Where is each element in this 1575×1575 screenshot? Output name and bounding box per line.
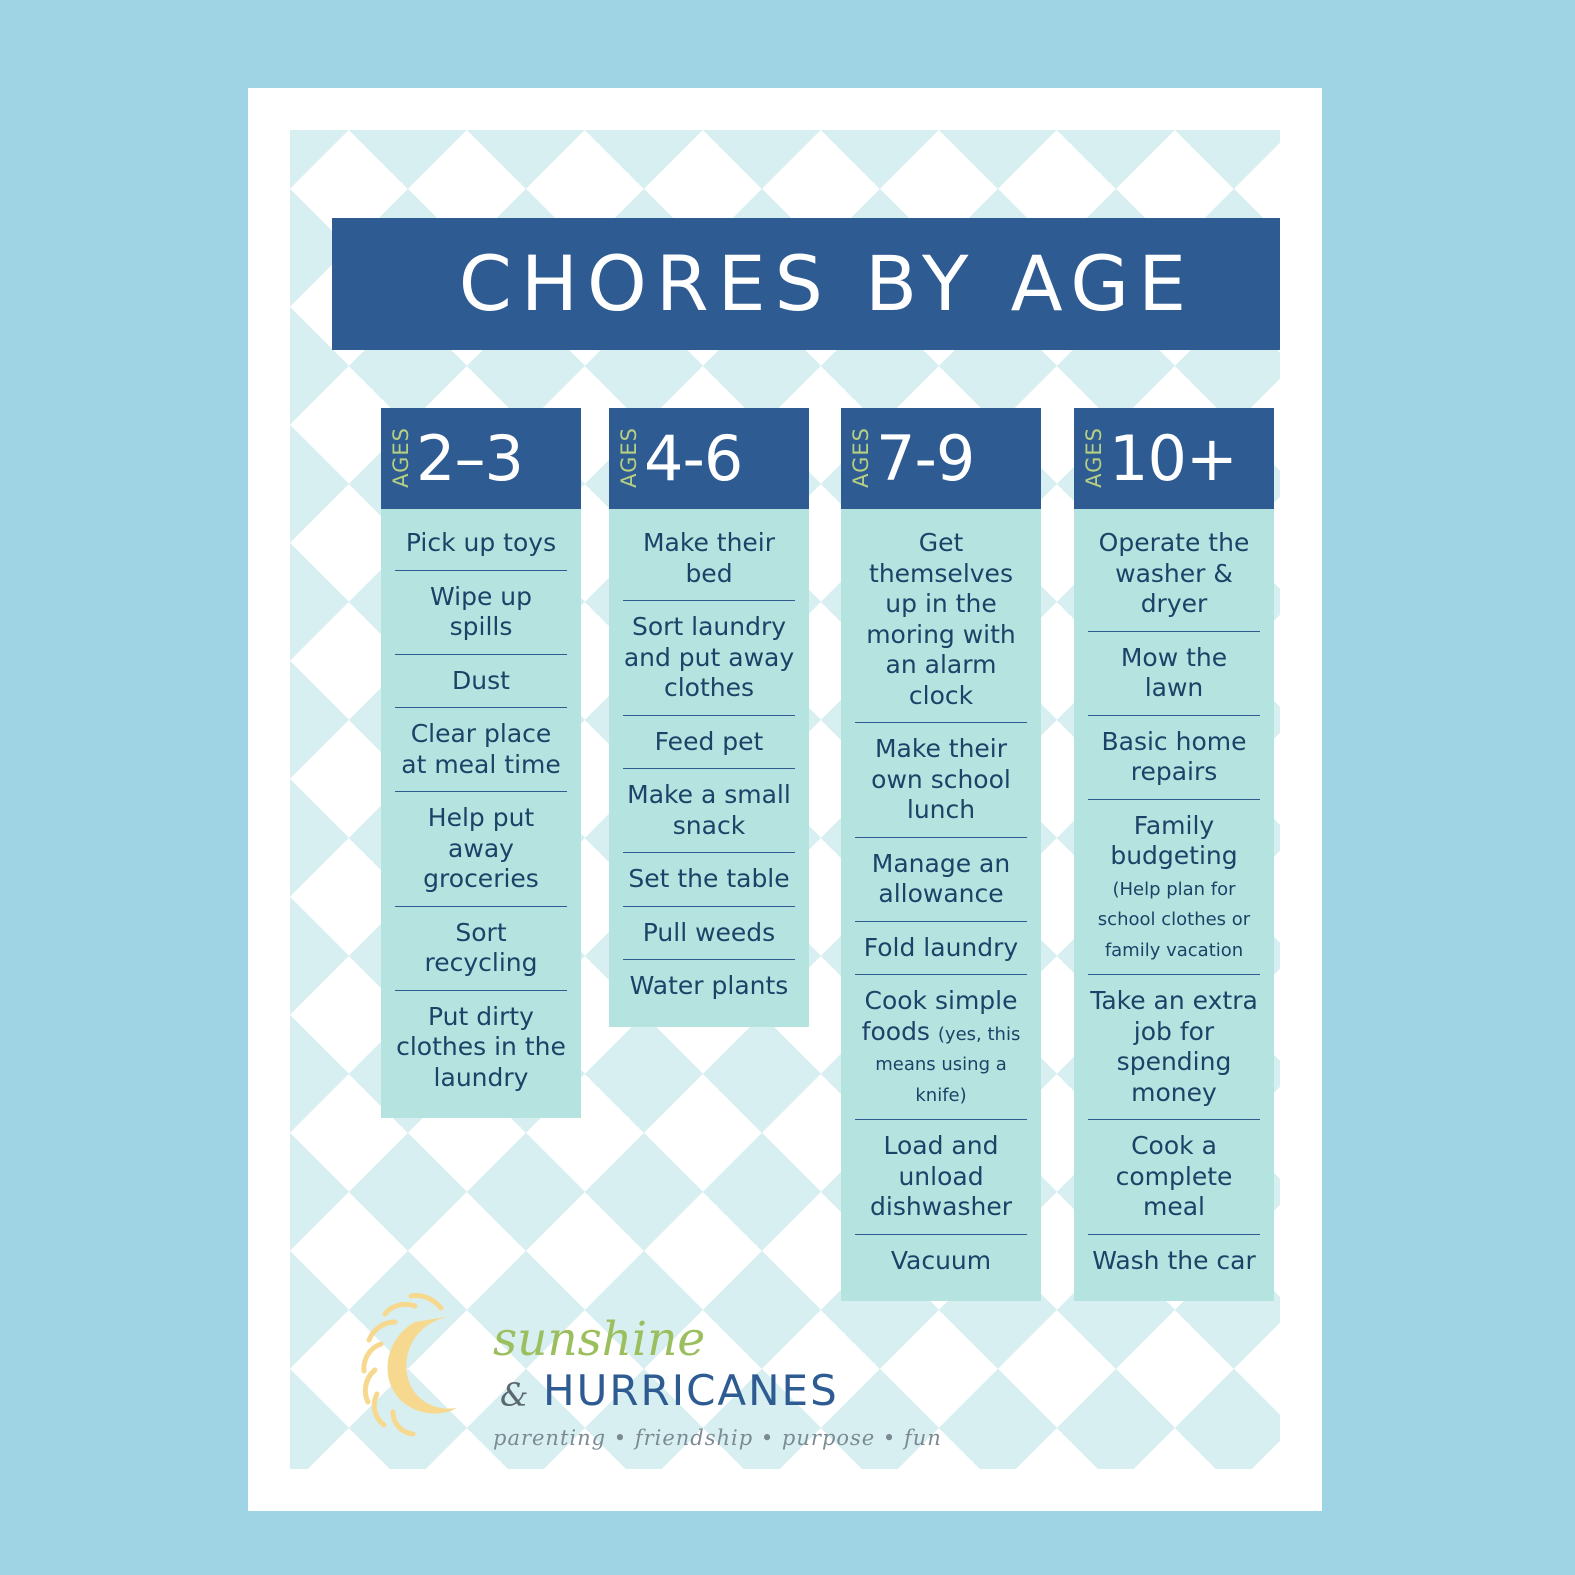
list-item: Load and unload dishwasher [855,1120,1027,1235]
list-item: Set the table [623,853,795,907]
list-item: Cook simple foods (yes, this means using a knife) [855,975,1027,1120]
list-item: Pick up toys [395,517,567,571]
column-body [1074,509,1274,1301]
list-item: Manage an allowance [855,838,1027,922]
page-title: CHORES BY AGE [458,239,1196,328]
list-item: Family budgeting (Help plan for school clothes or family vacation [1088,800,1260,976]
age-range-value: 7-9 [876,421,975,495]
list-item: Water plants [629,971,789,1000]
chore-column-ages-10-plus [1074,408,1274,1301]
list-item: Take an extra job for spending money [1088,975,1260,1120]
ages-label: AGES [617,427,641,488]
age-range-value: 10+ [1109,421,1237,495]
list-item: Wash the car [1092,1245,1256,1275]
list-item: Dust [395,655,567,709]
list-item: Make their bed [623,517,795,601]
list-item: Help put away groceries [395,792,567,907]
column-body [609,509,809,1027]
list-item: Operate the washer & dryer [1088,517,1260,632]
column-header [609,408,809,509]
poster [248,88,1322,1511]
list-item: Put dirty clothes in the laundry [396,1001,566,1092]
sun-icon [355,1288,505,1438]
list-item: Clear place at meal time [395,708,567,792]
ages-label: AGES [389,427,413,488]
age-range-value: 4-6 [644,421,743,495]
ages-label: AGES [849,427,873,488]
logo-word-hurricanes: HURRICANES [543,1366,839,1415]
column-body [381,509,581,1118]
list-item: Feed pet [623,716,795,770]
list-item: Fold laundry [855,922,1027,976]
ages-label: AGES [1082,427,1106,488]
list-item: Wipe up spills [395,571,567,655]
list-item: Basic home repairs [1088,716,1260,800]
column-header [1074,408,1274,509]
list-item: Mow the lawn [1088,632,1260,716]
list-item: Cook a complete meal [1088,1120,1260,1235]
chevron-background [290,130,1280,1469]
list-item: Pull weeds [623,907,795,961]
list-item: Vacuum [890,1245,992,1275]
list-item: Sort laundry and put away clothes [623,601,795,716]
chore-column-ages-2-3 [381,408,581,1118]
column-body [841,509,1041,1301]
brand-logo [345,1278,942,1469]
logo-tagline: parenting • friendship • purpose • fun [493,1426,942,1450]
list-item: Sort recycling [395,907,567,991]
chore-column-ages-7-9 [841,408,1041,1301]
list-item: Make a small snack [623,769,795,853]
poster-title-bar [332,218,1280,350]
chore-column-ages-4-6 [609,408,809,1027]
logo-word-sunshine: sunshine [493,1312,706,1367]
list-item: Get themselves up in the moring with an alarm clock [855,517,1027,723]
age-range-value: 2–3 [416,421,523,495]
logo-ampersand: & [500,1376,529,1414]
list-item: Make their own school lunch [855,723,1027,838]
column-header [381,408,581,509]
column-header [841,408,1041,509]
